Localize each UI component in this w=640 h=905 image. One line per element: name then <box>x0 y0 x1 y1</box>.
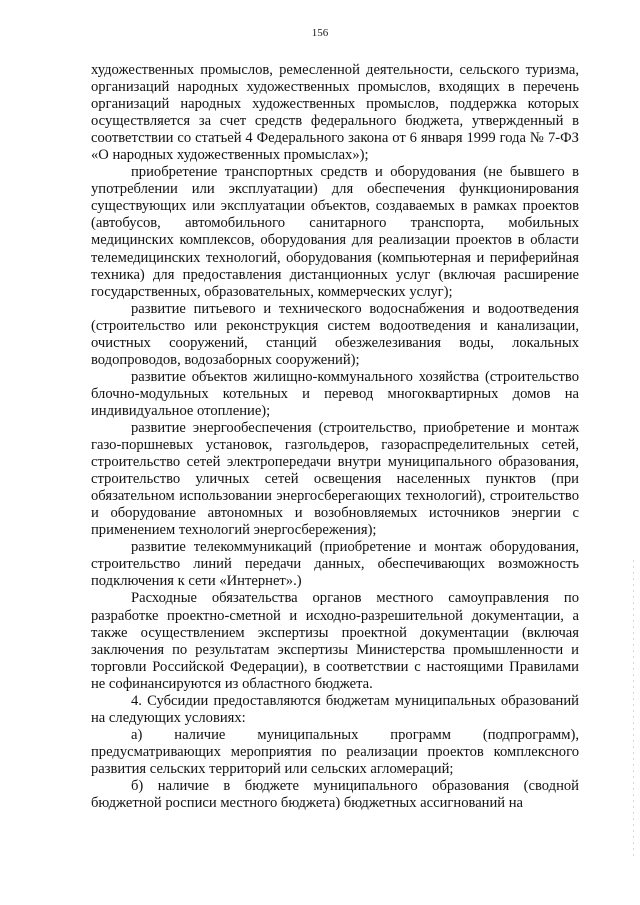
paragraph-transport-equipment: приобретение транспортных средств и оборудования (не бывшего в употреблении или эксплуатации) для обеспечения функционирования существующих или эксплуатации объектов, создаваемых в рамках проектов (автобусов, автомобильного санитарного транспорта, мобильных медицинских комплексов, оборудования для реализации проектов в области телемедицинских технологий, оборудования (компьютерная и периферийная техника) для предоставления дистанционных услуг (включая расширение государственных, образовательных, коммерческих услуг); <box>91 164 579 300</box>
paragraph-energy-supply: развитие энергообеспечения (строительство, приобретение и монтаж газо-поршневых установок, газгольдеров, газораспределительных сетей, строительство сетей электропередачи внутри муниципального образования, строительство уличных сетей освещения населенных пунктов (при обязательном использовании энергосберегающих технологий), строительство и оборудование автономных и возобновляемых источников энергии с применением технологий энергосбережения); <box>91 419 579 539</box>
page-number: 156 <box>311 27 329 39</box>
document-body <box>91 62 579 812</box>
scan-edge-mark <box>633 560 634 860</box>
paragraph-crafts-continuation: художественных промыслов, ремесленной деятельности, сельского туризма, организаций народных художественных промыслов, входящих в перечень организаций народных художественных промыслов, поддержка которых осуществляется за счет средств федерального бюджета, утвержденный в соответствии со статьей 4 Федерального закона от 6 января 1999 года № 7-ФЗ «О народных художественных промыслах»); <box>91 62 579 164</box>
paragraph-housing-utilities: развитие объектов жилищно-коммунального хозяйства (строительство блочно-модульных котельных и перевод многоквартирных домов на индивидуальное отопление); <box>91 368 579 419</box>
paragraph-telecommunications: развитие телекоммуникаций (приобретение и монтаж оборудования, строительство линий передачи данных, обеспечивающих возможность подключения к сети «Интернет».) <box>91 539 579 590</box>
paragraph-expenditure-obligations: Расходные обязательства органов местного самоуправления по разработке проектно-сметной и исходно-разрешительной документации, а также осуществлением экспертизы проектной документации (включая заключения по результатам экспертизы Министерства промышленности и торговли Российской Федерации), в соответствии с настоящими Правилами не софинансируются из областного бюджета. <box>91 590 579 692</box>
paragraph-subsidy-conditions: 4. Субсидии предоставляются бюджетам муниципальных образований на следующих условиях: <box>91 692 579 726</box>
paragraph-condition-b: б) наличие в бюджете муниципального образования (сводной бюджетной росписи местного бюджета) бюджетных ассигнований на <box>91 777 579 812</box>
paragraph-water-supply: развитие питьевого и технического водоснабжения и водоотведения (строительство или реконструкция систем водоотведения и канализации, очистных сооружений, станций обезжелезивания воды, локальных водопроводов, водозаборных сооружений); <box>91 300 579 368</box>
paragraph-condition-a: а) наличие муниципальных программ (подпрограмм), предусматривающих мероприятия по реализации проектов комплексного развития сельских территорий или сельских агломераций; <box>91 726 579 777</box>
